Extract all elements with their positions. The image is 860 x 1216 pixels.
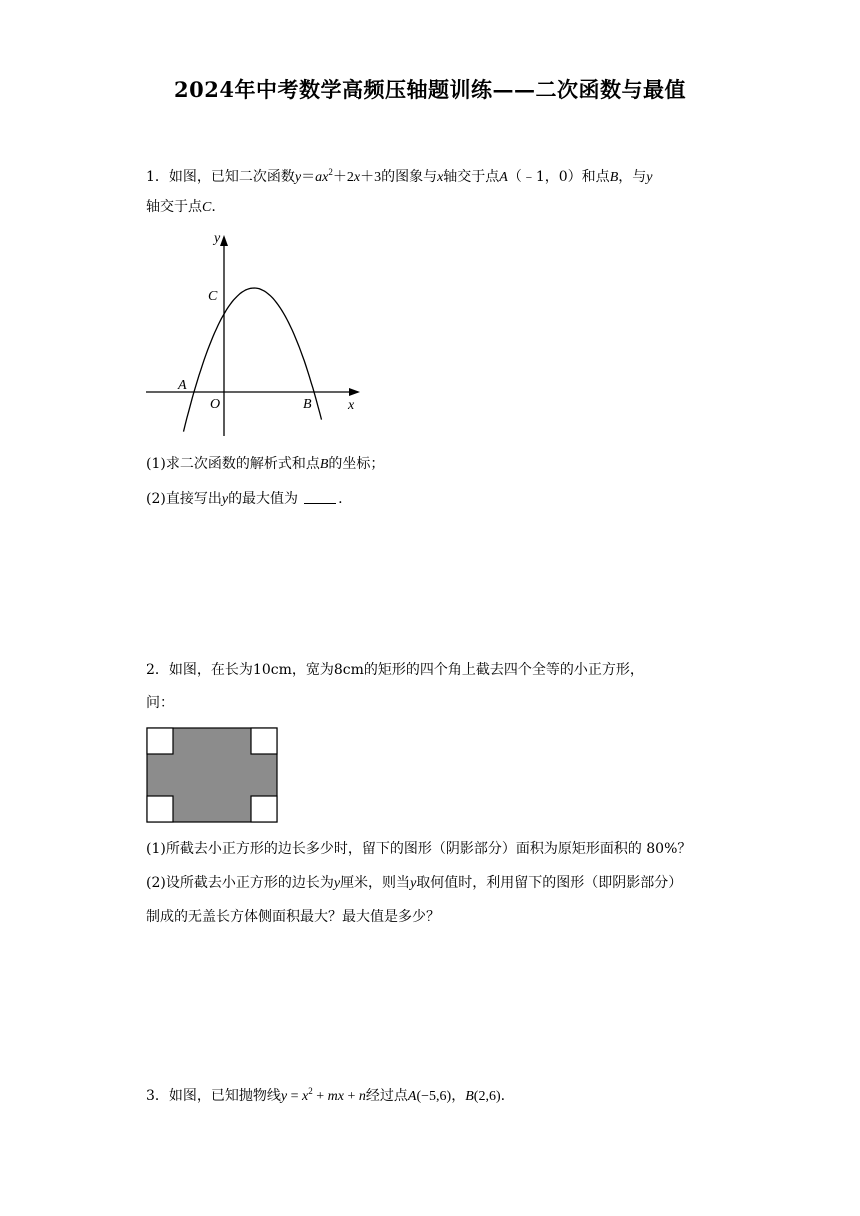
q1-eq-a: a [315, 170, 323, 185]
graph-label-O: O [210, 397, 221, 412]
q2-statement-line2: 问： [146, 695, 174, 711]
q1-point-A: A [499, 170, 508, 185]
q2-number: 2． [146, 662, 169, 678]
q1-part1 [146, 455, 384, 474]
q1-eq-y: y [294, 170, 302, 185]
q3-eq-m: m [327, 1089, 338, 1104]
q3-eq-n: n [358, 1089, 366, 1104]
q3-eq-equals: = [287, 1089, 303, 1104]
corner-square-bottom-right [251, 796, 277, 822]
q1-part2-post: 的最大值为 [228, 491, 299, 507]
q2-part1: (1)所截去小正方形的边长多少时，留下的图形（阴影部分）面积为原矩形面积的 80%？ [146, 841, 692, 857]
q1-line2-end: . [211, 199, 216, 215]
q1-answer-blank[interactable] [304, 491, 336, 504]
graph-label-x: x [348, 398, 355, 413]
q3-eq-x1: x [302, 1089, 309, 1104]
graph-label-A: A [178, 378, 187, 393]
q1-part2-y: y [221, 492, 229, 507]
graph-label-B: B [303, 397, 312, 412]
q1-coord-A: （﹣1，0）和点 [507, 169, 610, 185]
q1-part2 [146, 490, 343, 509]
q1-text-pre: 如图，已知二次函数 [168, 169, 295, 185]
graph-label-C: C [208, 289, 218, 304]
y-axis-arrow [220, 235, 228, 246]
q1-point-B: B [609, 170, 619, 185]
q3-sep: ， [451, 1088, 466, 1104]
parabola-curve [184, 288, 322, 432]
q3-mid: 经过点 [365, 1088, 408, 1104]
q2-part2-pre: (2)设所截去小正方形的边长为 [146, 875, 334, 891]
q2-cut-rectangle-figure [146, 727, 278, 823]
x-axis-arrow [349, 388, 360, 396]
q2-part2-line1 [146, 874, 682, 893]
q1-eq-x1: x [322, 170, 329, 185]
q1-part1-post: 的坐标； [328, 456, 385, 472]
corner-square-bottom-left [147, 796, 173, 822]
q1-statement-line2 [146, 198, 216, 217]
page-title: 2024年中考数学高频压轴题训练——二次函数与最值 [174, 77, 686, 102]
q1-text-mid3: ，与 [618, 169, 647, 185]
q3-end: . [500, 1088, 506, 1104]
q2-part2-line2: 制成的无盖长方体侧面积最大？最大值是多少？ [146, 909, 440, 925]
q1-part2-end: . [338, 491, 343, 507]
q2-statement-line1 [146, 661, 644, 679]
q3-statement [146, 1082, 505, 1106]
q1-line2-pre: 轴交于点 [146, 199, 202, 215]
q1-parabola-graph [140, 226, 370, 440]
graph-label-y: y [214, 231, 221, 246]
q2-part2-post: 取何值时，利用留下的图形（即阴影部分） [416, 875, 683, 891]
q1-number: 1． [146, 169, 169, 185]
q1-eq-plus3: ＋3 [360, 170, 382, 185]
q3-pre: 如图，已知抛物线 [168, 1088, 281, 1104]
q3-eq-y: y [280, 1089, 288, 1104]
q2-part2-y: y [333, 876, 341, 891]
q3-point-B: B [465, 1089, 474, 1104]
q2-part2-y2: y [410, 876, 417, 891]
q1-eq-equals: ＝ [301, 170, 316, 185]
q1-part2-pre: (2)直接写出 [146, 491, 222, 507]
corner-square-top-left [147, 728, 173, 754]
q1-part1-pre: (1)求二次函数的解析式和点 [146, 456, 320, 472]
q1-point-C: C [202, 200, 212, 215]
q1-yvar: y [646, 170, 653, 185]
q3-point-A: A [407, 1089, 417, 1104]
q2-part2-mid: 厘米，则当 [340, 875, 411, 891]
q2-line1: 如图，在长为10cm，宽为8cm的矩形的四个角上截去四个全等的小正方形， [168, 662, 644, 678]
q3-eq-x2: x [337, 1089, 345, 1104]
q1-text-mid2: 轴交于点 [443, 169, 500, 185]
q1-eq-plus2: ＋2 [332, 170, 354, 185]
q1-xvar: x [437, 170, 444, 185]
q3-eq-plus-m: + [312, 1089, 328, 1104]
q3-coord-A: (−5,6) [416, 1089, 452, 1104]
q3-eq-plus-n: + [344, 1089, 359, 1104]
q3-coord-B: (2,6) [473, 1089, 501, 1104]
corner-square-top-right [251, 728, 277, 754]
q1-statement-line1 [146, 163, 652, 187]
q3-eq-exponent: 2 [308, 1086, 313, 1096]
q1-eq-x2: x [353, 170, 361, 185]
q1-eq-exponent: 2 [328, 167, 333, 177]
q1-part1-B: B [319, 457, 329, 472]
q1-text-mid: 的图象与 [381, 169, 438, 185]
q3-number: 3． [146, 1088, 169, 1104]
